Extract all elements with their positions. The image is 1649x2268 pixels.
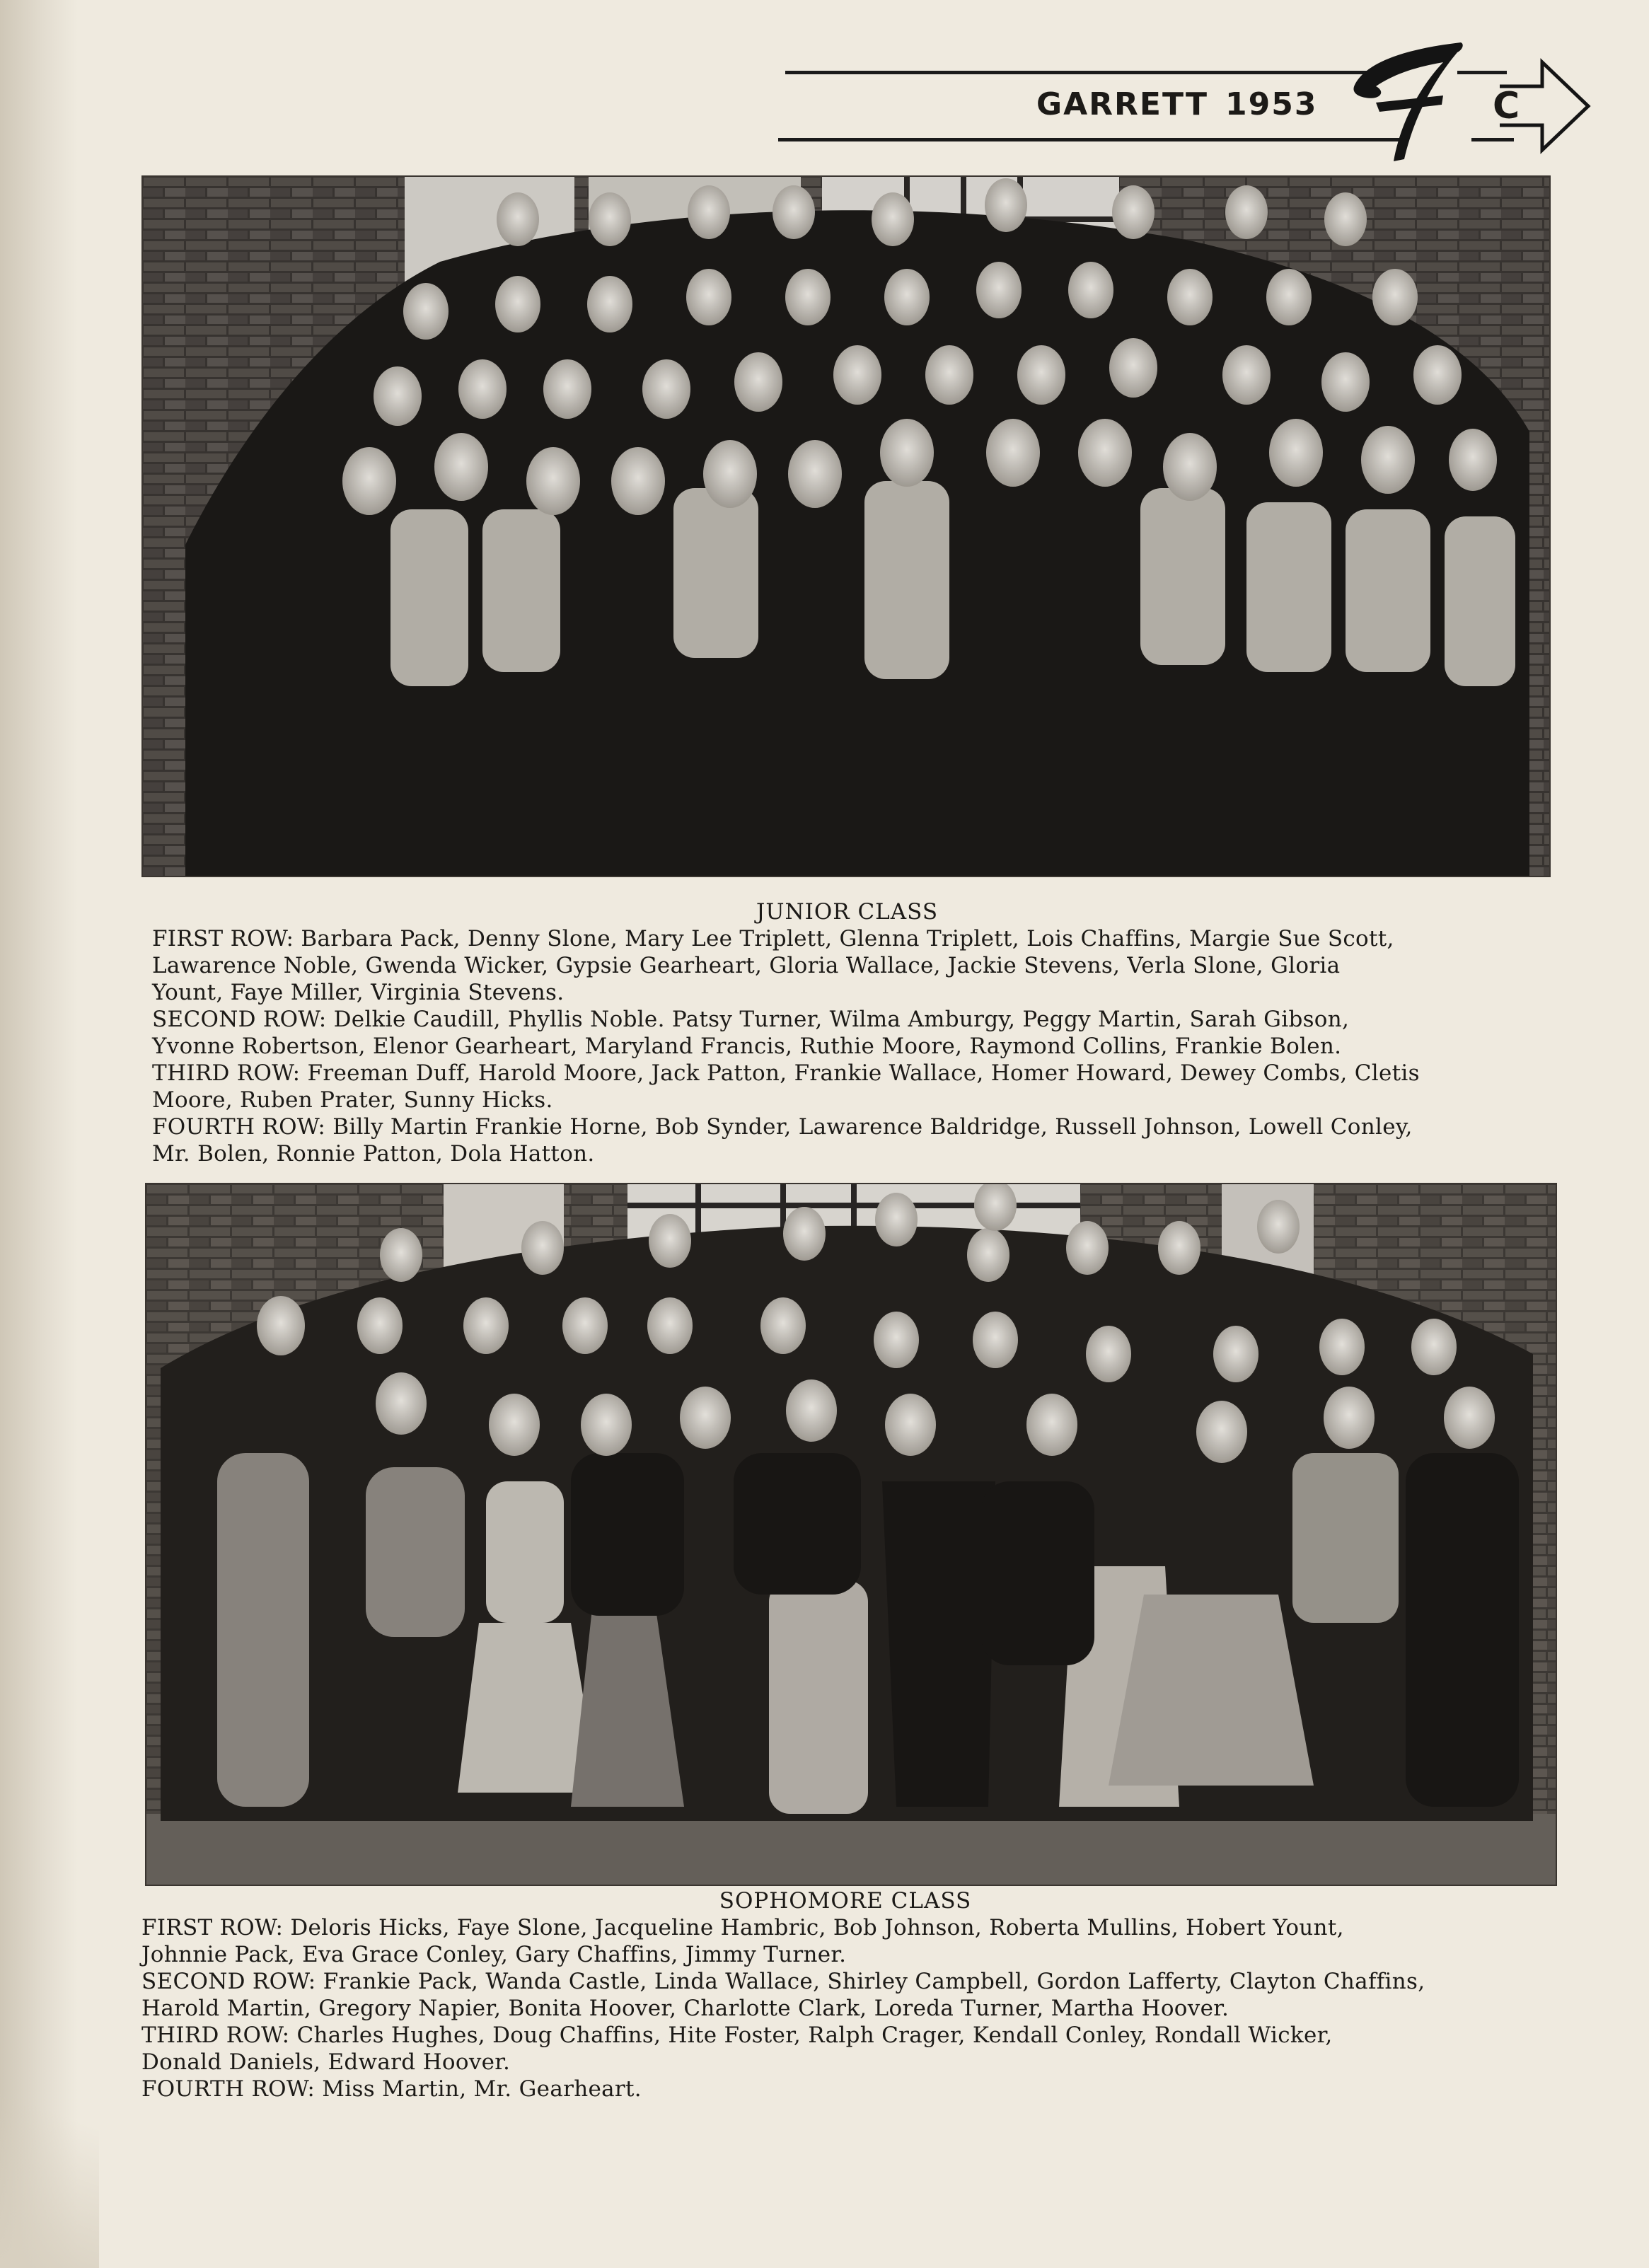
junior-caption-line: Lawarence Noble, Gwenda Wicker, Gypsie Gearheart, Gloria Wallace, Jackie Stevens, Verla Slone, Gloria xyxy=(152,953,1341,978)
header-rule-top xyxy=(785,71,1372,74)
sophomore-class-photo xyxy=(145,1183,1557,1886)
junior-caption-line: THIRD ROW: Freeman Duff, Harold Moore, Jack Patton, Frankie Wallace, Homer Howard, Dewey Combs, Cletis xyxy=(152,1060,1420,1086)
sophomore-caption-line: Donald Daniels, Edward Hoover. xyxy=(141,2049,511,2075)
sophomore-caption-line: FIRST ROW: Deloris Hicks, Faye Slone, Jacqueline Hambric, Bob Johnson, Roberta Mullins, Hobert Yount, xyxy=(141,1915,1344,1940)
yearbook-year: 1953 xyxy=(1225,86,1318,122)
page-corner-wear xyxy=(0,2084,99,2268)
page-number-glyph xyxy=(1337,35,1479,170)
junior-class-caption xyxy=(152,898,1542,1167)
junior-caption-line: FOURTH ROW: Billy Martin Frankie Horne, Bob Synder, Lawarence Baldridge, Russell Johnson, Lowell Conley, xyxy=(152,1114,1413,1140)
sophomore-caption-line: FOURTH ROW: Miss Martin, Mr. Gearheart. xyxy=(141,2076,642,2102)
sophomore-caption-line: Johnnie Pack, Eva Grace Conley, Gary Chaffins, Jimmy Turner. xyxy=(141,1942,847,1967)
junior-caption-line: Yvonne Robertson, Elenor Gearheart, Maryland Francis, Ruthie Moore, Raymond Collins, Frankie Bolen. xyxy=(152,1034,1342,1059)
junior-class-photo xyxy=(141,175,1551,877)
junior-caption-line: Mr. Bolen, Ronnie Patton, Dola Hatton. xyxy=(152,1141,595,1167)
school-year-label xyxy=(1036,86,1318,122)
sophomore-caption-line: Harold Martin, Gregory Napier, Bonita Hoover, Charlotte Clark, Loreda Turner, Martha Hoover. xyxy=(141,1996,1229,2021)
junior-caption-line: FIRST ROW: Barbara Pack, Denny Slone, Mary Lee Triplett, Glenna Triplett, Lois Chaffins, Margie Sue Scott, xyxy=(152,926,1394,951)
junior-caption-line: SECOND ROW: Delkie Caudill, Phyllis Noble. Patsy Turner, Wilma Amburgy, Peggy Martin, Sarah Gibson, xyxy=(152,1007,1350,1032)
sophomore-class-caption xyxy=(141,1887,1549,2102)
section-letter: C xyxy=(1493,85,1520,127)
page-header xyxy=(778,42,1592,170)
school-name: GARRETT xyxy=(1036,86,1209,122)
junior-caption-line: Yount, Faye Miller, Virginia Stevens. xyxy=(152,980,565,1005)
page-binding-shadow xyxy=(0,0,78,2268)
junior-class-title: JUNIOR CLASS xyxy=(756,899,939,925)
junior-caption-line: Moore, Ruben Prater, Sunny Hicks. xyxy=(152,1087,553,1113)
sophomore-caption-line: SECOND ROW: Frankie Pack, Wanda Castle, Linda Wallace, Shirley Campbell, Gordon Lafferty, Clayton Chaffins, xyxy=(141,1969,1425,1994)
header-rule-bottom xyxy=(778,138,1401,141)
sophomore-caption-line: THIRD ROW: Charles Hughes, Doug Chaffins, Hite Foster, Ralph Crager, Kendall Conley, Rondall Wicker, xyxy=(141,2023,1333,2048)
sophomore-class-title: SOPHOMORE CLASS xyxy=(719,1888,972,1914)
